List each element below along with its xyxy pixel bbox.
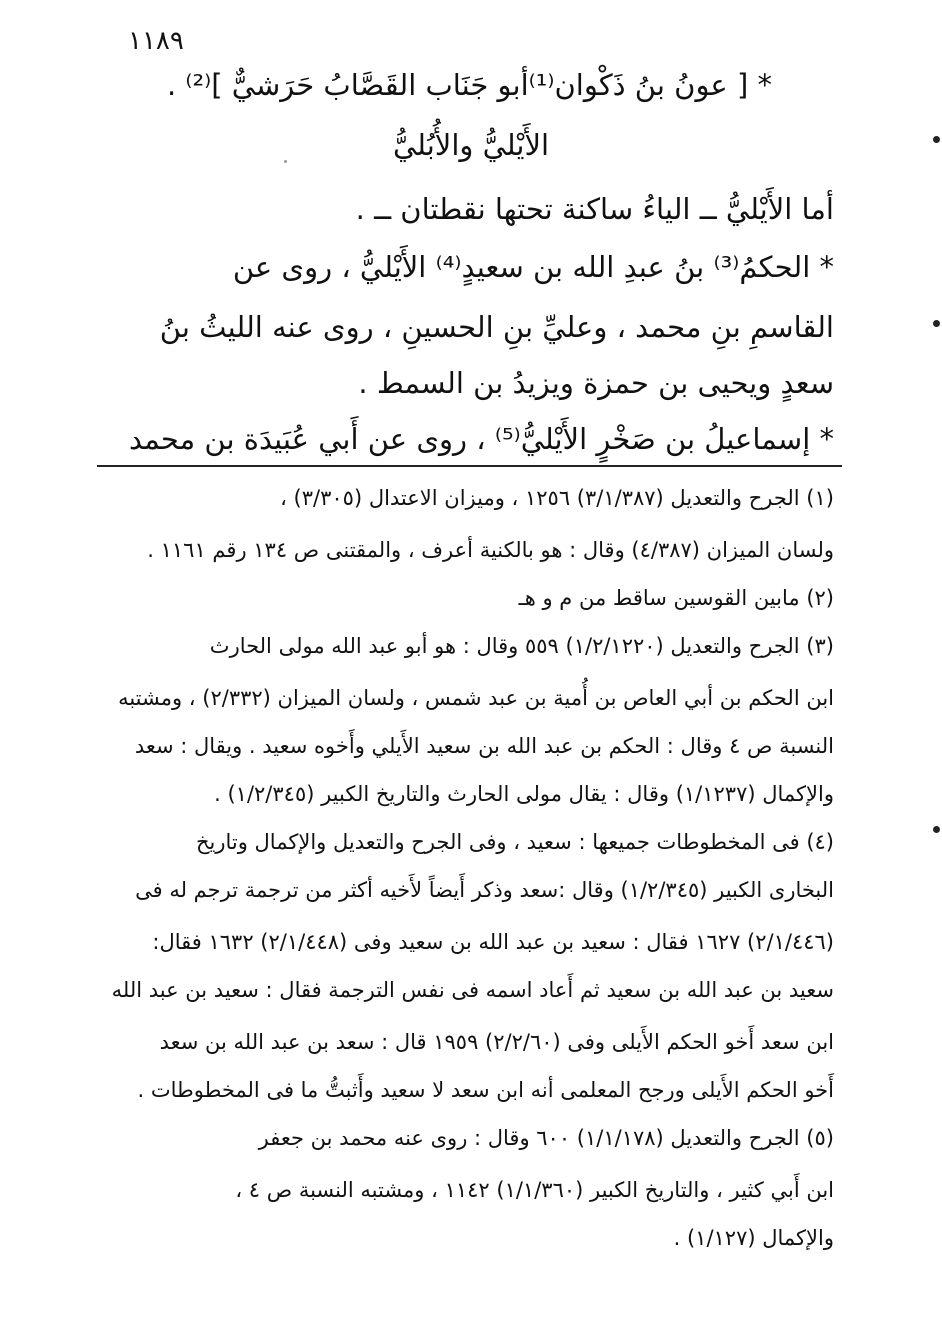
scan-margin-mark	[933, 826, 940, 833]
footnote-1-line-2: ولسان الميزان (٤/٣٨٧) وقال : هو بالكنية أعرف ، والمقتنى ص ١٣٤ رقم ١١٦١ .	[147, 538, 834, 562]
section-intro: أما الأَيْليُّ ــ الياءُ ساكنة تحتها نقطتان ــ .	[355, 192, 834, 226]
entry-awn: * [ عونُ بنُ ذَكْوان⁽¹⁾أبو جَنَاب القَصَّابُ حَرَشيٌّ ]⁽²⁾ .	[166, 68, 772, 102]
footnote-3-line-2: ابن الحكم بن أبي العاص بن أُمية بن عبد شمس ، ولسان الميزان (٢/٣٣٢) ، ومشتبه	[118, 686, 834, 710]
footnote-4-line-6: أَخو الحكم الأَيلى ورجح المعلمى أنه ابن سعد لا سعيد وأَثبتُّ ما فى المخطوطات .	[137, 1078, 834, 1102]
footnote-4-line-3: (٢/١/٤٤٦) ١٦٢٧ فقال : سعيد بن عبد الله بن سعيد وفى (٢/١/٤٤٨) ١٦٣٢ فقال:	[152, 930, 834, 954]
footnote-4-line-2: البخارى الكبير (١/٢/٣٤٥) وقال :سعد وذكر أَيضاً لأَخيه أكثر من ترجمة ترجم له فى	[135, 878, 834, 902]
section-heading: الأَيْليُّ والأُبُليُّ	[392, 128, 550, 162]
footnote-3-line-1: (٣) الجرح والتعديل (١/٢/١٢٢٠) ٥٥٩ وقال : هو أبو عبد الله مولى الحارث	[209, 634, 834, 658]
footnote-4-line-4: سعيد بن عبد الله بن سعيد ثم أَعاد اسمه فى نفس الترجمة فقال : سعيد بن عبد الله	[111, 978, 834, 1002]
footnote-5-line-2: ابن أَبي كثير ، والتاريخ الكبير (١/١/٣٦٠) ١١٤٢ ، ومشتبه النسبة ص ٤ ،	[235, 1178, 834, 1202]
footnote-1-line-1: (١) الجرح والتعديل (٣/١/٣٨٧) ١٢٥٦ ، وميزان الاعتدال (٣/٣٠٥) ،	[280, 486, 834, 510]
footnote-separator	[97, 465, 842, 467]
footnote-3-line-3: النسبة ص ٤ وقال : الحكم بن عبد الله بن سعيد الأَيلي وأَخوه سعيد . ويقال : سعد	[134, 734, 834, 758]
scan-speck	[284, 160, 287, 163]
footnote-5-line-1: (٥) الجرح والتعديل (١/١/١٧٨) ٦٠٠ وقال : روى عنه محمد بن جعفر	[258, 1126, 834, 1150]
scan-margin-mark	[933, 136, 940, 143]
entry-ismail: * إسماعيلُ بن صَخْرٍ الأَيْليُّ⁽⁵⁾ ، روى عن أَبي عُبَيدَة بن محمد	[128, 422, 834, 456]
footnote-2-line-1: (٢) مابين القوسين ساقط من م و هـ	[518, 586, 834, 610]
footnote-4-line-5: ابن سعد أَخو الحكم الأَيلى وفى (٢/٢/٦٠) ١٩٥٩ قال : سعد بن عبد الله بن سعد	[159, 1030, 834, 1054]
page-number: ١١٨٩	[128, 26, 184, 56]
footnote-4-line-1: (٤) فى المخطوطات جميعها : سعيد ، وفى الجرح والتعديل والإكمال وتاريخ	[195, 830, 834, 854]
entry-hakam-line-3: سعدٍ ويحيى بن حمزة ويزيدُ بن السمط .	[358, 366, 834, 400]
entry-hakam-line-1: * الحكمُ⁽³⁾ بنُ عبدِ الله بن سعيدٍ⁽⁴⁾ الأَيْليُّ ، روى عن	[232, 250, 834, 284]
footnote-5-line-3: والإكمال (١/١٢٧) .	[673, 1226, 834, 1250]
scan-margin-mark	[933, 320, 940, 327]
entry-hakam-line-2: القاسمِ بنِ محمد ، وعليِّ بنِ الحسينِ ، روى عنه الليثُ بنُ	[159, 310, 834, 344]
footnote-3-line-4: والإكمال (١/١٢٣٧) وقال : يقال مولى الحارث والتاريخ الكبير (١/٢/٣٤٥) .	[214, 782, 834, 806]
